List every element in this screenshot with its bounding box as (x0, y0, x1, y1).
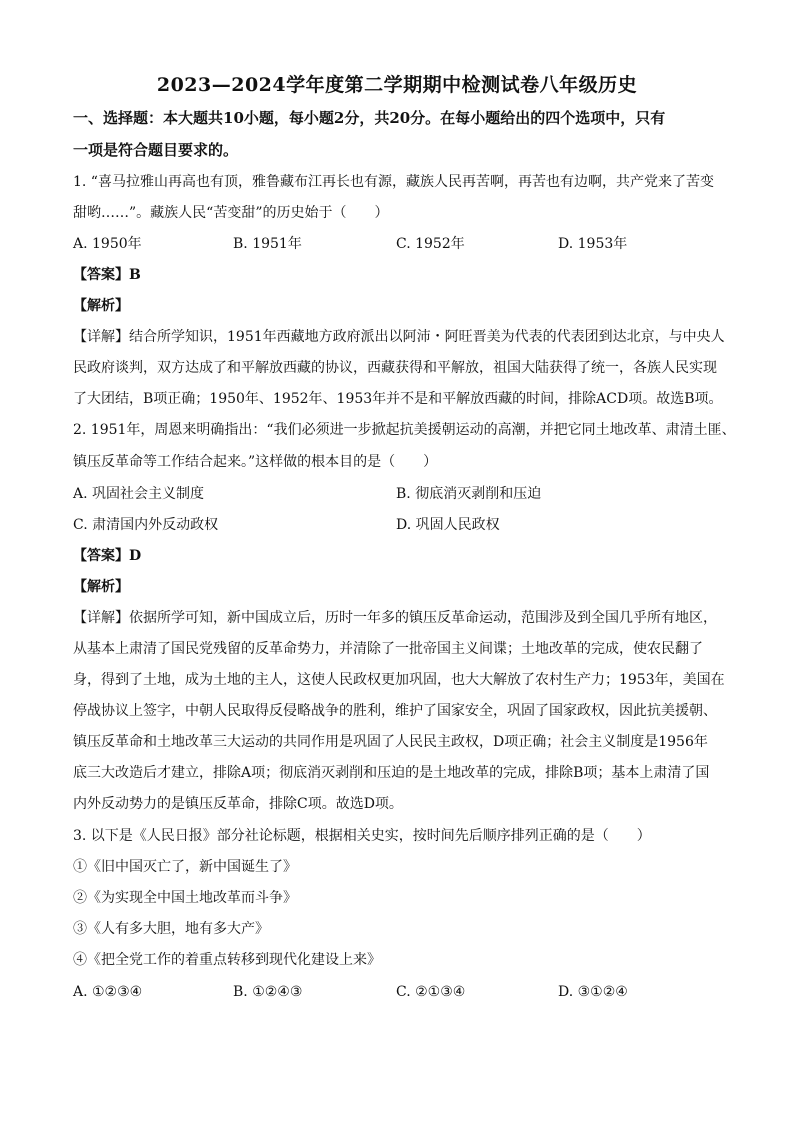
q2-detail-line-5: 镇压反革命和土地改革三大运动的共同作用是巩固了人民民主政权，D项正确；社会主义制度是1956年 (73, 734, 708, 750)
q1-detail-line-3: 了大团结，B项正确；1950年、1952年、1953年并不是和平解放西藏的时间，排除ACD项。故选B项。 (73, 391, 723, 407)
q1-option-b: B. 1951年 (233, 236, 302, 252)
q3-option-a: A. ①②③④ (73, 984, 143, 1000)
q1-option-d: D. 1953年 (558, 236, 628, 252)
q2-option-a: A. 巩固社会主义制度 (73, 486, 205, 502)
q1-option-c: C. 1952年 (396, 236, 465, 252)
section-instruction-line-2: 一项是符合题目要求的。 (73, 141, 239, 159)
q2-option-b: B. 彻底消灭剥削和压迫 (396, 486, 542, 502)
q1-analysis-label: 【解析】 (73, 298, 129, 314)
q2-detail-line-7: 内外反动势力的是镇压反革命，排除C项。故选D项。 (73, 796, 403, 812)
q2-detail-line-3: 身，得到了土地，成为土地的主人，这使人民政权更加巩固，也大大解放了农村生产力；1953年，美国在 (73, 672, 725, 688)
q2-option-d: D. 巩固人民政权 (396, 517, 500, 533)
q2-answer: 【答案】D (73, 548, 142, 564)
q3-option-d: D. ③①②④ (558, 984, 628, 1000)
q3-item-2: ②《为实现全中国土地改革而斗争》 (73, 890, 297, 906)
q3-item-4: ④《把全党工作的着重点转移到现代化建设上来》 (73, 952, 381, 968)
q3-option-c: C. ②①③④ (396, 984, 466, 1000)
q1-option-a: A. 1950年 (73, 236, 142, 252)
q3-option-b: B. ①②④③ (233, 984, 303, 1000)
q1-detail-line-2: 民政府谈判，双方达成了和平解放西藏的协议，西藏获得和平解放，祖国大陆获得了统一，各族人民实现 (73, 360, 717, 376)
q2-option-c: C. 肃清国内外反动政权 (73, 517, 219, 533)
page-title: 2023—2024学年度第二学期期中检测试卷八年级历史 (156, 74, 638, 96)
q2-analysis-label: 【解析】 (73, 579, 129, 595)
q3-item-1: ①《旧中国灭亡了，新中国诞生了》 (73, 859, 297, 875)
q1-answer: 【答案】B (73, 267, 141, 283)
q2-detail-line-6: 底三大改造后才建立，排除A项；彻底消灭剥削和压迫的是土地改革的完成，排除B项；基本上肃清了国 (73, 765, 710, 781)
q2-stem-line-2: 镇压反革命等工作结合起来。”这样做的根本目的是（ ） (73, 454, 438, 470)
q2-stem-line-1: 2. 1951年，周恩来明确指出：“我们必须进一步掀起抗美援朝运动的高潮，并把它同土地改革、肃清土匪、 (73, 422, 736, 438)
q3-item-3: ③《人有多大胆，地有多大产》 (73, 921, 269, 937)
q2-detail-line-4: 停战协议上签字，中朝人民取得反侵略战争的胜利，维护了国家安全，巩固了国家政权，因此抗美援朝、 (73, 703, 717, 719)
q2-detail-line-1: 【详解】依据所学可知，新中国成立后，历时一年多的镇压反革命运动，范围涉及到全国几乎所有地区， (73, 610, 717, 626)
q1-stem-line-2: 甜哟……”。藏族人民“苦变甜”的历史始于（ ） (73, 205, 389, 221)
q3-stem-line-1: 3. 以下是《人民日报》部分社论标题，根据相关史实，按时间先后顺序排列正确的是（ ） (73, 828, 651, 844)
q1-stem-line-1: 1. “喜马拉雅山再高也有顶，雅鲁藏布江再长也有源，藏族人民再苦啊，再苦也有边啊，共产党来了苦变 (73, 174, 714, 190)
q1-detail-line-1: 【详解】结合所学知识，1951年西藏地方政府派出以阿沛・阿旺晋美为代表的代表团到达北京，与中央人 (73, 329, 725, 345)
section-instruction-line-1: 一、选择题：本大题共10小题，每小题2分，共20分。在每小题给出的四个选项中，只有 (73, 109, 666, 127)
q2-detail-line-2: 从基本上肃清了国民党残留的反革命势力，并清除了一批帝国主义间谍；土地改革的完成，使农民翻了 (73, 641, 703, 657)
